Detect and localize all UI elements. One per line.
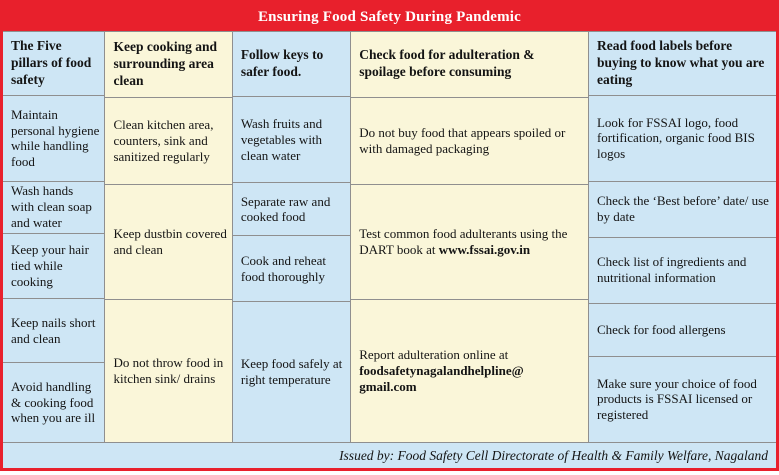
poster-title: Ensuring Food Safety During Pandemic <box>3 3 776 31</box>
column-header-cooking-area <box>105 32 231 97</box>
table-cell <box>351 98 588 185</box>
table-cell <box>3 182 104 233</box>
fssai-url: www.fssai.gov.in <box>438 242 531 258</box>
cell-text: Make sure your choice of food products is FSSAI licensed or registered <box>596 375 757 423</box>
cell-text: Keep food safely at right temperature <box>240 356 343 388</box>
issued-by-credit <box>3 443 776 468</box>
table-cell <box>105 185 231 299</box>
cell-text: Maintain personal hygiene while handling food <box>11 106 100 170</box>
footer-text: Issued by: Food Safety Cell Directorate of Health & Family Welfare, Nagaland <box>339 447 768 463</box>
table-cell <box>351 300 588 442</box>
table-cell <box>3 96 104 180</box>
column-header-safer-food <box>233 32 350 96</box>
table-cell <box>589 238 776 303</box>
column-five-pillars <box>3 32 104 442</box>
table-cell <box>233 236 350 301</box>
cell-text: Report adulteration online at foodsafetynagalandhelpline@ gmail.com <box>359 347 524 395</box>
cell-text: Check the ‘Best before’ date/ use by date <box>596 193 769 225</box>
column-safer-food <box>233 32 350 442</box>
table-cell <box>589 304 776 356</box>
column-header-food-labels <box>589 32 776 95</box>
cell-text: Test common food adulterants using the DART book at www.fssai.gov.in <box>359 226 568 258</box>
header-text: Read food labels before buying to know what you are eating <box>596 38 765 88</box>
cell-text: Do not buy food that appears spoiled or with damaged packaging <box>359 125 566 157</box>
header-text: The Five pillars of food safety <box>11 38 92 88</box>
cell-text: Keep dustbin covered and clean <box>113 226 227 258</box>
table-cell <box>233 302 350 442</box>
safety-table <box>3 31 776 443</box>
cell-text: Avoid handling & cooking food when you are ill <box>11 378 96 426</box>
header-text: Keep cooking and surrounding area clean <box>113 39 217 88</box>
cell-text: Keep nails short and clean <box>11 314 96 346</box>
column-header-adulteration <box>351 32 588 97</box>
table-cell <box>105 300 231 442</box>
header-text: Follow keys to safer food. <box>240 47 324 79</box>
cell-text: Look for FSSAI logo, food fortification, organic food BIS logos <box>596 114 755 162</box>
column-food-labels <box>589 32 776 442</box>
column-header-five-pillars <box>3 32 104 95</box>
header-text: Check food for adulteration & spoilage before consuming <box>359 47 535 80</box>
table-cell <box>351 185 588 299</box>
table-cell <box>233 97 350 183</box>
table-cell <box>3 299 104 362</box>
column-adulteration <box>351 32 588 442</box>
cell-text: Clean kitchen area, counters, sink and sanitized regularly <box>113 117 214 164</box>
table-cell <box>589 96 776 180</box>
bottom-margin <box>0 471 779 475</box>
table-cell <box>3 363 104 442</box>
table-cell <box>233 183 350 235</box>
cell-text: Keep your hair tied while cooking <box>11 242 89 289</box>
table-cell <box>589 357 776 442</box>
column-cooking-area <box>105 32 231 442</box>
cell-text: Do not throw food in kitchen sink/ drains <box>113 355 224 387</box>
table-cell <box>589 182 776 237</box>
cell-text: Check list of ingredients and nutritional information <box>596 254 747 286</box>
table-cell <box>3 234 104 298</box>
cell-text: Separate raw and cooked food <box>240 193 331 225</box>
table-cell <box>105 98 231 185</box>
helpline-email: foodsafetynagalandhelpline@ <box>359 363 524 379</box>
cell-text: Cook and reheat food thoroughly <box>240 252 327 284</box>
helpline-email-domain: gmail.com <box>359 379 417 395</box>
cell-text: Wash hands with clean soap and water <box>11 183 92 231</box>
cell-text: Wash fruits and vegetables with clean water <box>240 115 323 163</box>
cell-text: Check for food allergens <box>596 321 726 337</box>
